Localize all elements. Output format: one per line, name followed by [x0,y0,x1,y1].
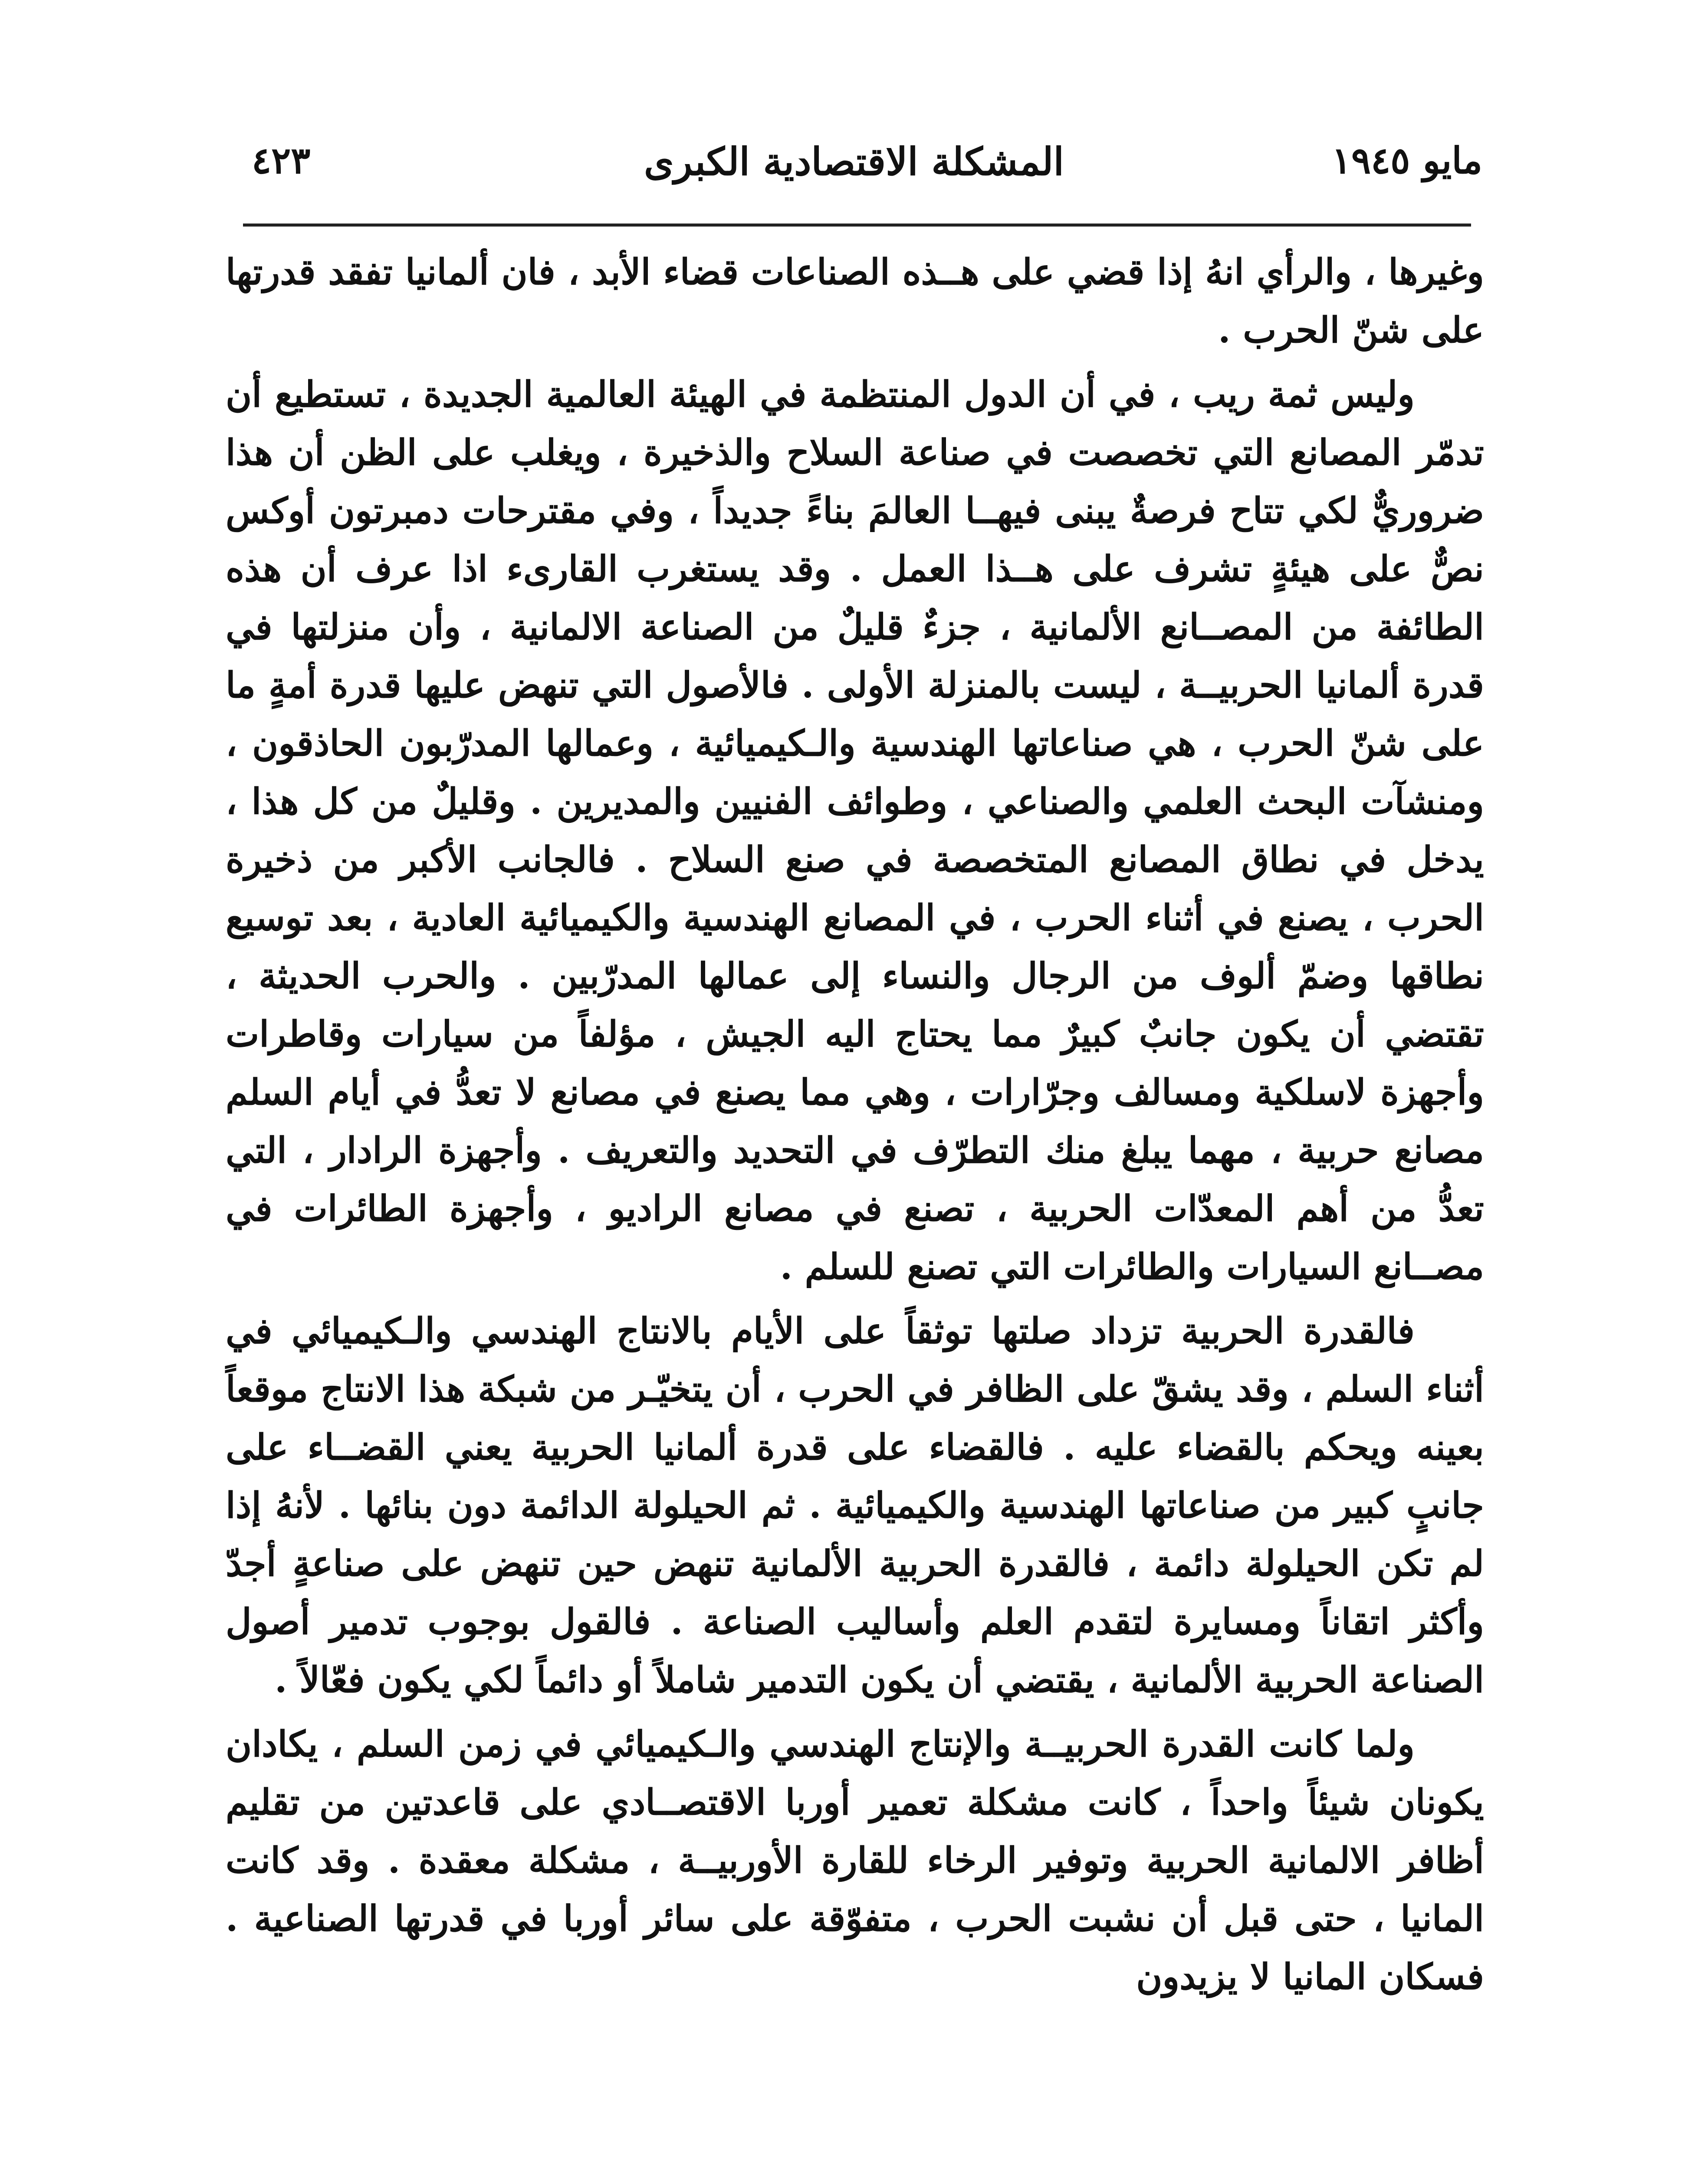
paragraph: ولما كانت القدرة الحربيــة والإنتاج الهندسي والـكيميائي في زمن السلم ، يكادان يكونان شيئاً واحداً ، كانت مشكلة تعمير أوربا الاقتصــادي على قاعدتين من تقليم أظافر الالمانية الحربية وتوفير الرخاء للقارة الأوربيــة ، مشكلة معقدة . وقد كانت المانيا ، حتى قبل أن نشبت الحرب ، متفوّقة على سائر أوربا في قدرتها الصناعية . فسكان المانيا لا يزيدون [226,1723,1484,1998]
running-title: المشكلة الاقتصادية الكبرى [644,139,1064,184]
paragraph: وغيرها ، والرأي انهُ إذا قضي على هــذه الصناعات قضاء الأبد ، فان ألمانيا تفقد قدرتها على شنّ الحرب . [226,251,1484,351]
issue-date: مايو ١٩٤٥ [1331,139,1482,182]
paragraph: فالقدرة الحربية تزداد صلتها توثقاً على الأيام بالانتاج الهندسي والـكيميائي في أثناء السلم ، وقد يشقّ على الظافر في الحرب ، أن يتخيّـر من شبكة هذا الانتاج موقعاً بعينه ويحكم بالقضاء عليه . فالقضاء على قدرة ألمانيا الحربية يعني القضــاء على جانبٍ كبير من صناعاتها الهندسية والكيميائية . ثم الحيلولة الدائمة دون بنائها . لأنهُ إذا لم تكن الحيلولة دائمة ، فالقدرة الحربية الألمانية تنهض حين تنهض على صناعةٍ أجدّ وأكثر اتقاناً ومسايرة لتقدم العلم وأساليب الصناعة . فالقول بوجوب تدمير أصول الصناعة الحربية الألمانية ، يقتضي أن يكون التدمير شاملاً أو دائماً لكي يكون فعّالاً . [226,1310,1484,1701]
page-number: ٤٢٣ [252,139,311,182]
running-header [226,130,1482,195]
header-rule [243,224,1471,227]
paragraph: وليس ثمة ريب ، في أن الدول المنتظمة في الهيئة العالمية الجديدة ، تستطيع أن تدمّر المصانع التي تخصصت في صناعة السلاح والذخيرة ، ويغلب على الظن أن هذا ضروريٌّ لكي تتاح فرصةٌ يبنى فيهــا العالمَ بناءً جديداً ، وفي مقترحات دمبرتون أوكس نصٌّ على هيئةٍ تشرف على هــذا العمل . وقد يستغرب القارىء اذا عرف أن هذه الطائفة من المصــانع الألمانية ، جزءٌ قليلٌ من الصناعة الالمانية ، وأن منزلتها في قدرة ألمانيا الحربيــة ، ليست بالمنزلة الأولى . فالأصول التي تنهض عليها قدرة أمةٍ ما على شنّ الحرب ، هي صناعاتها الهندسية والـكيميائية ، وعمالها المدرّبون الحاذقون ، ومنشآت البحث العلمي والصناعي ، وطوائف الفنيين والمديرين . وقليلٌ من كل هذا ، يدخل في نطاق المصانع المتخصصة في صنع السلاح . فالجانب الأكبر من ذخيرة الحرب ، يصنع في أثناء الحرب ، في المصانع الهندسية والكيميائية العادية ، بعد توسيع نطاقها وضمّ ألوف من الرجال والنساء إلى عمالها المدرّبين . والحرب الحديثة ، تقتضي أن يكون جانبٌ كبيرٌ مما يحتاج اليه الجيش ، مؤلفاً من سيارات وقاطرات وأجهزة لاسلكية ومسالف وجرّارات ، وهي مما يصنع في مصانع لا تعدُّ في أيام السلم مصانع حربية ، مهما يبلغ منك التطرّف في التحديد والتعريف . وأجهزة الرادار ، التي تعدُّ من أهم المعدّات الحربية ، تصنع في مصانع الراديو ، وأجهزة الطائرات في مصــانع السيارات والطائرات التي تصنع للسلم . [226,374,1484,1288]
article-body [226,243,1484,2006]
